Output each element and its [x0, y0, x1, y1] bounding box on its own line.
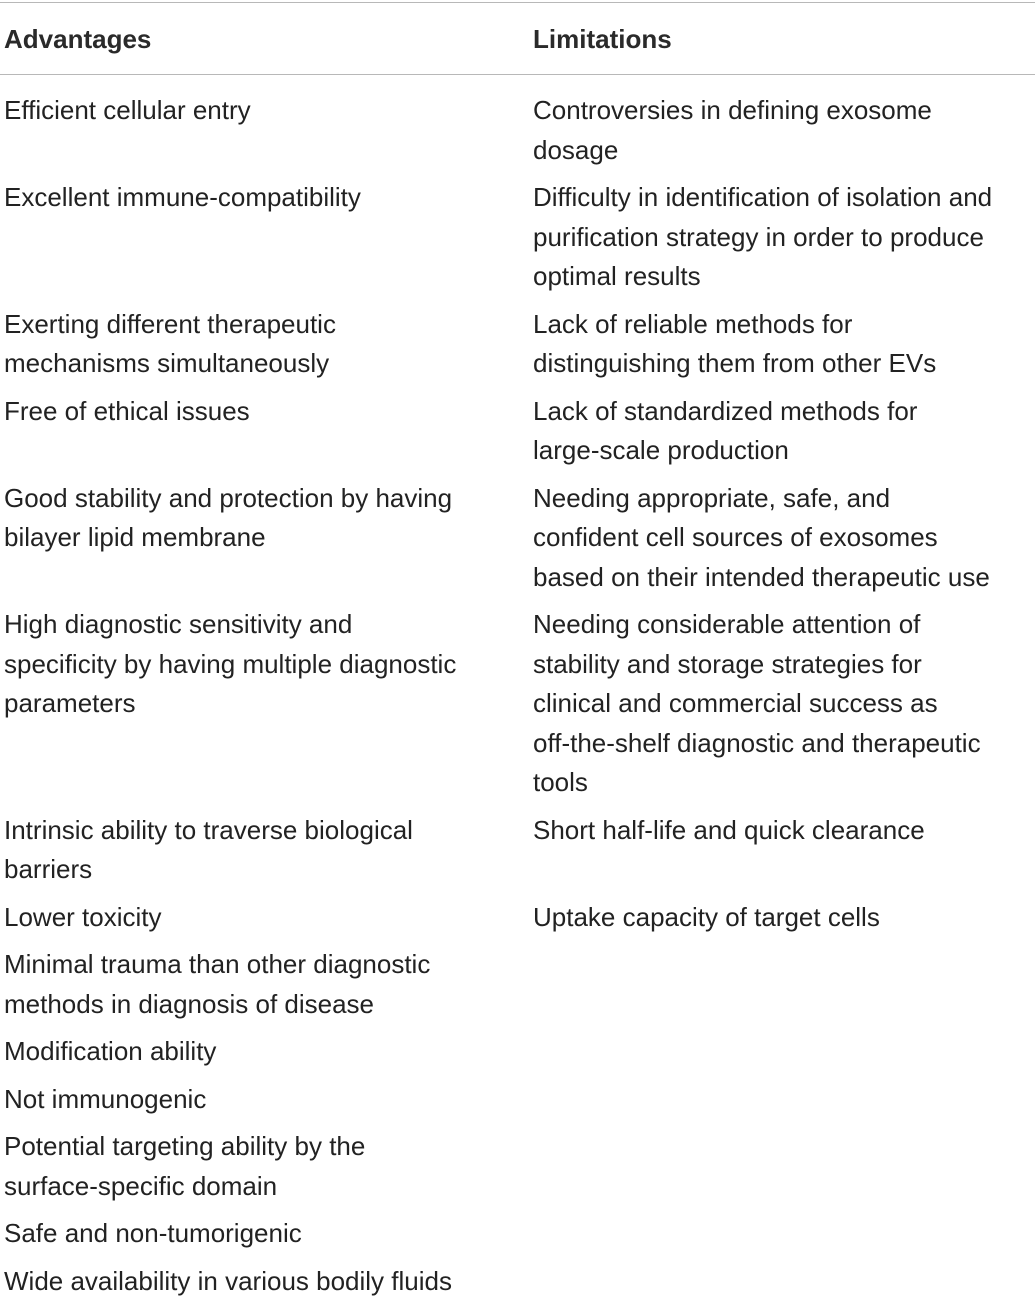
- table-row: [0, 605, 1035, 811]
- advantage-cell: Excellent immune-compatibility: [0, 178, 529, 297]
- advantage-cell: High diagnostic sensitivity and specificity by having multiple diagnostic parameters: [0, 605, 529, 803]
- advantage-cell: Potential targeting ability by the surface-specific domain: [0, 1127, 529, 1206]
- limitation-cell: [529, 1214, 1035, 1254]
- limitation-cell: [529, 945, 1035, 1024]
- table-row: [0, 91, 1035, 178]
- limitation-cell: Uptake capacity of target cells: [529, 898, 1035, 938]
- table-row: [0, 479, 1035, 606]
- advantage-cell: Safe and non-tumorigenic: [0, 1214, 529, 1254]
- advantage-cell: Free of ethical issues: [0, 392, 529, 471]
- header-rule: [0, 74, 1035, 75]
- table-row: [0, 392, 1035, 479]
- table-row: [0, 1262, 1035, 1309]
- advantage-cell: Minimal trauma than other diagnostic methods in diagnosis of disease: [0, 945, 529, 1024]
- table-row: [0, 898, 1035, 946]
- table-row: [0, 1214, 1035, 1262]
- limitation-cell: [529, 1127, 1035, 1206]
- limitation-cell: Difficulty in identification of isolation and purification strategy in order to produce optimal results: [529, 178, 1035, 297]
- limitation-cell: Controversies in defining exosome dosage: [529, 91, 1035, 170]
- table-row: [0, 305, 1035, 392]
- top-rule: [0, 2, 1035, 3]
- limitation-cell: Lack of standardized methods for large-scale production: [529, 392, 1035, 471]
- table-row: [0, 945, 1035, 1032]
- advantage-cell: Wide availability in various bodily fluids: [0, 1262, 529, 1302]
- header-limitations: Limitations: [533, 20, 672, 59]
- table-row: [0, 811, 1035, 898]
- advantage-cell: Modification ability: [0, 1032, 529, 1072]
- limitation-cell: [529, 1032, 1035, 1072]
- table-row: [0, 1032, 1035, 1080]
- table-row: [0, 178, 1035, 305]
- advantage-cell: Good stability and protection by having bilayer lipid membrane: [0, 479, 529, 598]
- limitation-cell: [529, 1262, 1035, 1302]
- advantage-cell: Not immunogenic: [0, 1080, 529, 1120]
- limitation-cell: Needing appropriate, safe, and confident cell sources of exosomes based on their intended therapeutic use: [529, 479, 1035, 598]
- limitation-cell: Needing considerable attention of stability and storage strategies for clinical and commercial success as off-the-shelf diagnostic and therapeutic tools: [529, 605, 1035, 803]
- table-row: [0, 1127, 1035, 1214]
- advantage-cell: Exerting different therapeutic mechanisms simultaneously: [0, 305, 529, 384]
- limitation-cell: Short half-life and quick clearance: [529, 811, 1035, 890]
- advantage-cell: Intrinsic ability to traverse biological barriers: [0, 811, 529, 890]
- header-advantages: Advantages: [4, 20, 151, 59]
- advantage-cell: Efficient cellular entry: [0, 91, 529, 170]
- table-body: [0, 91, 1035, 1309]
- limitation-cell: Lack of reliable methods for distinguishing them from other EVs: [529, 305, 1035, 384]
- limitation-cell: [529, 1080, 1035, 1120]
- advantage-cell: Lower toxicity: [0, 898, 529, 938]
- table-row: [0, 1080, 1035, 1128]
